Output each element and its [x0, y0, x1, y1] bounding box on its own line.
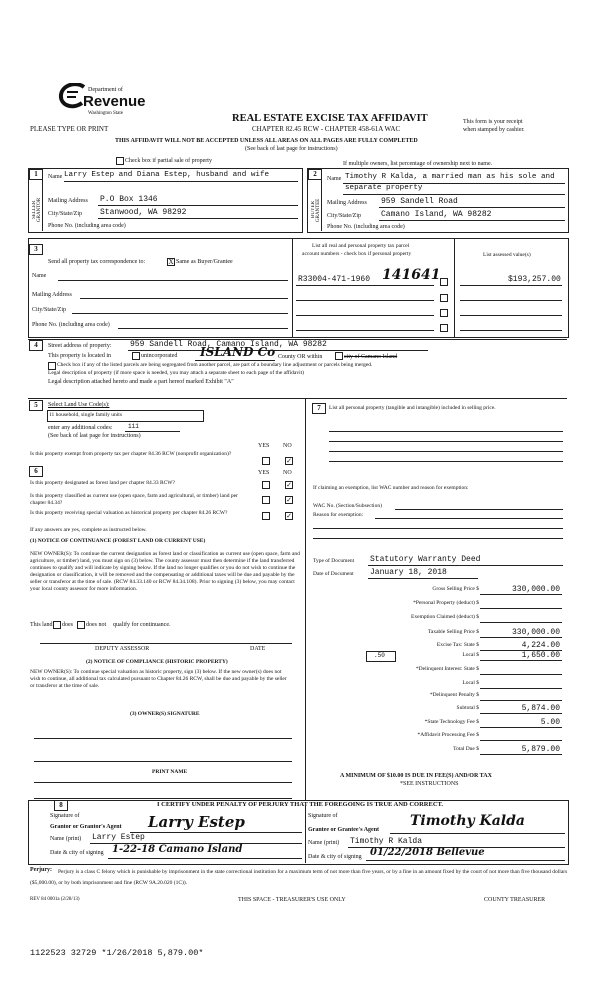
section-8-number: 8 [54, 800, 68, 811]
section-3-number: 3 [29, 244, 43, 255]
buyer-name-line-2[interactable]: separate property [345, 184, 423, 192]
form-title: REAL ESTATE EXCISE TAX AFFIDAVIT [232, 113, 428, 124]
send-correspondence-label: Send all property tax correspondence to: [48, 259, 146, 265]
tax-row-label: Local $ [462, 680, 479, 686]
partial-sale-label: Check box if partial sale of property [125, 158, 212, 164]
parcel-1-personal-checkbox[interactable] [440, 278, 448, 286]
tax-row-underline [480, 594, 562, 595]
forest-question: Is this property designated as forest land per chapter 84.33 RCW? [30, 480, 175, 486]
tax-row-value[interactable]: 5,874.00 [521, 704, 560, 713]
grantee-date-city[interactable]: 01/22/2018 Bellevue [370, 847, 485, 858]
section-6-number: 6 [29, 466, 43, 477]
unincorporated-checkbox[interactable] [132, 352, 140, 360]
section-7-number: 7 [312, 403, 326, 414]
land-use-see-back: (See back of last page for instructions) [48, 433, 141, 439]
seller-side-label: SELLER GRANTOR [32, 197, 42, 223]
seller-phone-label: Phone No. (including area code) [48, 223, 126, 229]
parcel-header-2: account numbers - check box if personal property [302, 251, 412, 257]
seller-city-label: City/State/Zip [48, 211, 82, 217]
form-chapter: CHAPTER 82.45 RCW - CHAPTER 458-61A WAC [252, 125, 401, 133]
tax-row-label: *Delinquent Interest: State $ [415, 666, 479, 672]
tax-row-label: Gross Selling Price $ [432, 586, 479, 592]
exempt-no-checkbox[interactable]: ✓ [286, 457, 292, 465]
tax-row-underline [480, 700, 562, 701]
tax-row-underline [480, 688, 562, 689]
assessed-header: List assessed value(s) [483, 252, 531, 258]
seller-name[interactable]: Larry Estep and Diana Estep, husband and wife [64, 171, 270, 179]
exemption-label: If claiming an exemption, list WAC number and reason for exemption: [313, 485, 469, 491]
qualify-label: qualify for continuance. [113, 622, 171, 628]
doc-date-label: Date of Document [313, 571, 354, 577]
tax-row-underline [480, 674, 562, 675]
buyer-name-label: Name [327, 176, 342, 182]
seller-mailing-label: Mailing Address [48, 198, 88, 204]
county-or-within-label: County OR within [278, 354, 323, 360]
parcel-number[interactable]: R33004-471-1960 [298, 275, 371, 284]
deputy-assessor-label: DEPUTY ASSESSOR [95, 646, 150, 652]
section-4-number: 4 [29, 340, 43, 351]
same-as-buyer-checkbox[interactable]: X [168, 258, 174, 266]
grantor-name-label: Name (print) [50, 836, 82, 842]
receipt-note-2: when stamped by cashier. [463, 127, 525, 133]
parcel-4-personal-checkbox[interactable] [440, 324, 448, 332]
land-does-label: This land [30, 622, 53, 628]
seller-city[interactable]: Stanwood, WA 98292 [100, 208, 187, 217]
no-header-6: NO [283, 470, 292, 476]
deputy-date-label: DATE [250, 646, 266, 652]
grantee-signature[interactable]: Timothy Kalda [410, 813, 525, 829]
form-instructions: (See back of last page for instructions) [245, 146, 338, 152]
street-address[interactable]: 959 Sandell Road, Camano Island, WA 98282 [130, 340, 327, 349]
any-yes-note: If any answers are yes, complete as instructed below. [30, 527, 147, 533]
tax-row-label: *Personal Property (deduct) $ [413, 600, 479, 606]
segregated-checkbox[interactable] [48, 362, 56, 370]
current-use-question: Is this property classified as current use (open space, farm and agricultural, or timber) land per chapter 84.34? [30, 493, 238, 506]
county-handwritten: ISLAND Co [200, 345, 276, 359]
no-header: NO [283, 443, 292, 449]
grantor-date-label: Date & city of signing [50, 850, 104, 856]
grantee-date-label: Date & city of signing [308, 854, 362, 860]
notice-2-body: NEW OWNER(S): To continue special valuation as historic property, sign (3) below. If the new owner(s) does not wish to continue, all additional tax calculated pursuant to Chapter 84.26 RCW, shall be due and payable by the seller or transferor at the time of sale. [30, 669, 287, 689]
doc-type-label: Type of Document [313, 558, 355, 564]
parcel-header-1: List all real and personal property tax parcel [312, 243, 410, 249]
does-not-checkbox[interactable] [77, 621, 85, 629]
tax-row-label: Subtotal $ [456, 705, 479, 711]
current-use-no-checkbox[interactable]: ✓ [286, 496, 292, 504]
parcel-handwritten: 141641 [382, 267, 441, 283]
grantee-agent-label: Grantee or Grantee's Agent [308, 827, 380, 833]
historic-no-checkbox[interactable]: ✓ [286, 512, 292, 520]
tax-row-underline [480, 608, 562, 609]
buyer-mailing-label: Mailing Address [327, 200, 367, 206]
land-use-code: 11 household, single family units [49, 412, 122, 418]
unincorporated-label: unincorporated [141, 353, 178, 359]
same-as-buyer-label: Same as Buyer/Grantee [176, 259, 233, 265]
street-label: Street address of property: [48, 343, 112, 349]
local-rate: .50 [374, 652, 385, 659]
grantor-agent-label: Grantor or Grantor's Agent [50, 824, 122, 830]
does-label: does [62, 622, 73, 628]
multiple-owners-note: If multiple owners, list percentage of ownership next to name. [343, 161, 493, 167]
historic-yes-checkbox[interactable] [262, 512, 270, 520]
notice-1-title: (1) NOTICE OF CONTINUANCE (FOREST LAND OR CURRENT USE) [30, 538, 206, 544]
forest-yes-checkbox[interactable] [262, 481, 270, 489]
tax-row-underline [480, 727, 562, 728]
corr-city-label: City/State/Zip [32, 307, 66, 313]
buyer-mailing[interactable]: 959 Sandell Road [381, 197, 458, 206]
does-checkbox[interactable] [53, 621, 61, 629]
doc-type[interactable]: Statutory Warranty Deed [370, 555, 481, 564]
parcel-3-personal-checkbox[interactable] [440, 309, 448, 317]
exempt-yes-checkbox[interactable] [262, 457, 270, 465]
tax-row-value[interactable]: 5.00 [540, 718, 560, 727]
tax-row-underline [480, 740, 562, 741]
doc-date[interactable]: January 18, 2018 [370, 568, 447, 577]
exempt-question: Is this property exempt from property tax per chapter 84.36 RCW (nonprofit organization)? [30, 451, 232, 457]
seller-name-label: Name [48, 174, 63, 180]
buyer-phone-label: Phone No. (including area code) [327, 224, 405, 230]
tax-row-value[interactable]: 1,650.00 [521, 651, 560, 660]
tax-row-value[interactable]: 330,000.00 [511, 585, 560, 594]
legal-attached: Legal description attached hereto and made a part hereof marked Exhibit "A" [48, 379, 234, 385]
section-5-number: 5 [29, 400, 43, 411]
buyer-city[interactable]: Camano Island, WA 98282 [381, 210, 492, 219]
form-warning: THIS AFFIDAVIT WILL NOT BE ACCEPTED UNLESS ALL AREAS ON ALL PAGES ARE FULLY COMPLETED [115, 138, 418, 144]
seller-mailing[interactable]: P.O Box 1346 [100, 195, 158, 204]
tax-row-value[interactable]: 5,879.00 [521, 745, 560, 754]
logo-state: Washington State [88, 111, 124, 116]
tax-row-value[interactable]: 4,224.00 [521, 641, 560, 650]
receipt-stamp: 1122523 32729 *1/26/2018 5,879.00* [30, 948, 204, 958]
tax-row-underline [480, 754, 562, 755]
grantor-signature[interactable]: Larry Estep [148, 813, 245, 831]
grantor-date-city[interactable]: 1-22-18 Camano Island [112, 844, 243, 855]
section-1-number: 1 [29, 169, 43, 180]
certify-text: I CERTIFY UNDER PENALTY OF PERJURY THAT THE FOREGOING IS TRUE AND CORRECT. [157, 801, 444, 808]
tax-row-label: Taxable Selling Price $ [427, 629, 479, 635]
please-type: PLEASE TYPE OR PRINT [30, 125, 109, 133]
see-instructions: *SEE INSTRUCTIONS [400, 781, 459, 787]
tax-row-label: *State Technology Fee $ [424, 719, 479, 725]
additional-code[interactable]: 111 [128, 423, 139, 430]
wac-label: WAC No. (Section/Subsection) [313, 503, 382, 509]
grantor-name[interactable]: Larry Estep [92, 833, 145, 842]
perjury-text: Perjury is a class C felony which is punishable by imprisonment in the state correctional institution for a maximum term of not more than five years, or by a fine in an amount fixed by the court of not more than five thousand dollars ($5,000.00), or by both imprisonment and fine (RCW 9A.20.020 (1C)). [30, 869, 568, 886]
additional-codes-label: enter any additional codes: [48, 425, 113, 431]
rev-number: REV 84 0001a (2/28/13) [30, 897, 80, 902]
yes-header-6: YES [258, 470, 270, 476]
grantee-name[interactable]: Timothy R Kalda [350, 837, 423, 846]
receipt-note-1: This form is your receipt [463, 119, 523, 125]
logo-dept: Department of [88, 87, 123, 93]
forest-no-checkbox[interactable]: ✓ [286, 481, 292, 489]
assessed-value[interactable]: $193,257.00 [508, 275, 561, 284]
tax-row-label: *Delinquent Penalty $ [429, 692, 479, 698]
buyer-side-label: BUYER GRANTEE [311, 198, 321, 222]
notice-2-title: (2) NOTICE OF COMPLIANCE (HISTORIC PROPERTY) [86, 659, 228, 665]
segregated-label: Check box if any of the listed parcels are being segregated from another parcel, are part of a boundary line adjustment or parcels being merged. [57, 362, 373, 368]
grantee-sig-label: Signature of [308, 813, 338, 819]
tax-row-underline [480, 713, 562, 714]
buyer-city-label: City/State/Zip [327, 213, 361, 219]
tax-row-underline [480, 660, 562, 661]
grantor-sig-label: Signature of [50, 813, 80, 819]
tax-row-value[interactable]: 330,000.00 [511, 628, 560, 637]
logo-name: Revenue [83, 93, 146, 110]
treasurer-space: THIS SPACE - TREASURER'S USE ONLY [238, 897, 346, 903]
yes-header: YES [258, 443, 270, 449]
county-treasurer: COUNTY TREASURER [484, 897, 546, 903]
section-2-number: 2 [308, 169, 322, 180]
city-within-checkbox[interactable] [335, 352, 343, 360]
grantee-name-label: Name (print) [308, 840, 340, 846]
tax-row-label: Excise Tax: State $ [436, 642, 479, 648]
tax-row-label: Local $ [462, 652, 479, 658]
owner-signature-label: (3) OWNER(S) SIGNATURE [130, 711, 200, 717]
corr-mailing-label: Mailing Address [32, 292, 72, 298]
corr-phone-label: Phone No. (including area code) [32, 322, 110, 328]
minimum-note: A MINIMUM OF $10.00 IS DUE IN FEE(S) AND/OR TAX [340, 773, 492, 779]
corr-name-label: Name [32, 273, 47, 279]
city-of-label: city of Camano Island [344, 354, 398, 360]
current-use-yes-checkbox[interactable] [262, 496, 270, 504]
reason-label: Reason for exemption: [313, 512, 364, 518]
notice-1-body: NEW OWNER(S): To continue the current designation as forest land or classification as current use (open space, farm and agriculture, or timber) land, you must sign on (3) below. The county assessor must then determine if the land transferred continues to qualify and will indicate by signing below. If the land no longer qualifies or you do not wish to continue the designation or classification, it will be removed and the compensating or additional taxes will be due and payable by the seller or transferor at the time of sale. (RCW 84.33.140 or RCW 84.34.108). Prior to signing (3) below, you may contact your local county assessor for more information. [30, 551, 300, 592]
located-in-label: This property is located in [48, 353, 111, 359]
tax-row-label: Total Due $ [453, 746, 479, 752]
tax-row-underline [480, 637, 562, 638]
partial-sale-checkbox[interactable] [116, 157, 124, 165]
historic-question: Is this property receiving special valuation as historical property per chapter 84.26 RCW? [30, 510, 228, 516]
land-use-select-label: Select Land Use Code(s): [48, 402, 110, 408]
print-name-label: PRINT NAME [152, 769, 188, 775]
perjury-label: Perjury: [30, 867, 52, 873]
parcel-2-personal-checkbox[interactable] [440, 294, 448, 302]
tax-row-underline [480, 622, 562, 623]
buyer-name-line-1[interactable]: Timothy R Kalda, a married man as his sole and [345, 173, 555, 181]
does-not-label: does not [86, 622, 107, 628]
personal-property-label: List all personal property (tangible and intangible) included in selling price. [329, 405, 496, 411]
tax-row-label: Exemption Claimed (deduct) $ [411, 614, 479, 620]
legal-desc-label: Legal description of property (if more space is needed, you may attach a separate sheet to each page of the affidavit) [48, 370, 304, 376]
tax-row-label: *Affidavit Processing Fee $ [417, 732, 479, 738]
